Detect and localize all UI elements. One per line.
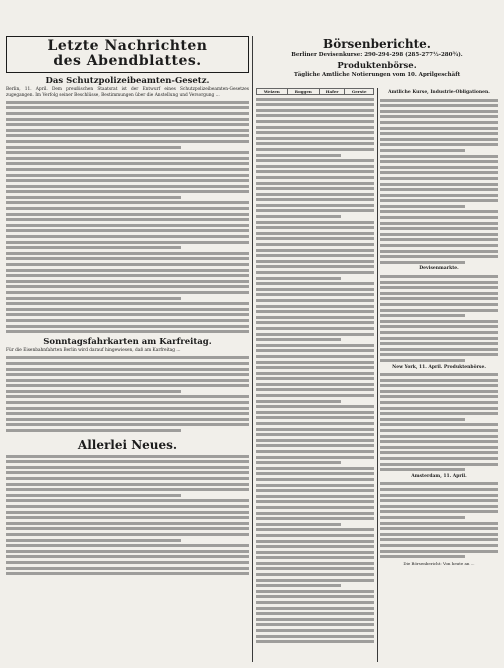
text-line (6, 412, 249, 415)
ny-body (380, 373, 498, 471)
text-line (380, 210, 498, 213)
text-line (6, 423, 249, 426)
allerlei-title: Allerlei Neues. (77, 438, 178, 453)
text-line (6, 252, 249, 255)
text-line (256, 551, 374, 554)
text-line (380, 337, 498, 340)
text-line (256, 629, 374, 632)
text-line (6, 429, 181, 432)
text-line (380, 127, 498, 130)
text-line (6, 325, 249, 328)
text-line (6, 330, 249, 333)
text-line (256, 176, 374, 179)
right-subcol-divider (377, 88, 378, 662)
allerlei-body (6, 455, 249, 575)
produkten-sub: Tägliche Amtliche Notierungen vom 10. Aprilgeschäft (293, 72, 461, 78)
text-line (380, 533, 498, 536)
text-line (256, 170, 374, 173)
text-line (380, 188, 498, 191)
right-subcol-a-body (256, 98, 374, 644)
text-line (256, 456, 374, 459)
text-line (6, 313, 249, 316)
col-head-3: Hafer (319, 89, 344, 95)
text-line (256, 126, 374, 129)
text-line (256, 640, 374, 643)
amsterdam-body (380, 482, 498, 558)
text-line (256, 193, 374, 196)
text-line (6, 395, 249, 398)
text-line (256, 159, 374, 162)
text-line (256, 103, 374, 106)
text-line (6, 263, 249, 266)
text-line (256, 142, 374, 145)
text-line (6, 527, 249, 530)
text-line (380, 516, 465, 519)
text-line (380, 216, 498, 219)
text-line (256, 120, 374, 123)
text-line (380, 359, 465, 362)
text-line (6, 483, 249, 486)
text-line (6, 555, 249, 558)
text-line (6, 134, 249, 137)
text-line (256, 254, 374, 257)
text-line (256, 154, 341, 157)
produkten-table (256, 88, 374, 95)
devisen-body (380, 275, 498, 362)
amtliche-body (380, 99, 498, 264)
text-line (6, 384, 249, 387)
text-line (256, 131, 374, 134)
text-line (256, 416, 374, 419)
text-line (380, 183, 498, 186)
text-line (380, 373, 498, 376)
text-line (6, 190, 249, 193)
text-line (256, 484, 374, 487)
text-line (256, 271, 374, 274)
text-line (6, 213, 249, 216)
left-header-line2: des Abendblattes. (53, 53, 202, 69)
text-line (6, 567, 249, 570)
devisen-title: Devisenmarkte. (419, 266, 459, 272)
text-line (256, 288, 374, 291)
section1-body (6, 101, 249, 333)
text-line (256, 344, 374, 347)
text-line (256, 433, 374, 436)
text-line (256, 310, 374, 313)
text-line (380, 297, 498, 300)
text-line (256, 623, 374, 626)
text-line (256, 405, 374, 408)
text-line (380, 544, 498, 547)
text-line (6, 533, 249, 536)
text-line (256, 500, 374, 503)
text-line (380, 155, 498, 158)
text-line (256, 277, 341, 280)
text-line (256, 428, 374, 431)
text-line (256, 187, 374, 190)
text-line (6, 129, 249, 132)
text-line (6, 572, 249, 575)
text-line (380, 440, 498, 443)
text-line (6, 106, 249, 109)
text-line (380, 166, 498, 169)
text-line (380, 527, 498, 530)
text-line (256, 221, 374, 224)
text-line (256, 512, 374, 515)
text-line (256, 422, 374, 425)
section1-intro: Berlin, 11. April. Dem preußischen Staatsrat ist der Entwurf eines Schutzpolizeibeamten-Gesetzes zugegangen. Im Verfolg seiner Beschlüsse, Bestimmungen über die Anstellung und Versorgung ... (6, 87, 249, 98)
text-line (380, 99, 498, 102)
text-line (6, 511, 249, 514)
text-line (380, 353, 498, 356)
text-line (6, 151, 249, 154)
column-divider (252, 36, 253, 662)
text-line (256, 534, 374, 537)
text-line (256, 372, 374, 375)
text-line (256, 635, 374, 638)
text-line (380, 494, 498, 497)
left-header-line1: Letzte Nachrichten (47, 38, 208, 54)
text-line (380, 505, 498, 508)
text-line (256, 467, 374, 470)
text-line (380, 488, 498, 491)
text-line (256, 355, 374, 358)
text-line (6, 362, 249, 365)
text-line (6, 297, 181, 300)
text-line (256, 517, 374, 520)
text-line (380, 149, 465, 152)
text-line (6, 101, 249, 104)
text-line (256, 618, 374, 621)
text-line (256, 198, 374, 201)
text-line (6, 246, 181, 249)
text-line (6, 356, 249, 359)
text-line (380, 348, 498, 351)
text-line (380, 121, 498, 124)
text-line (380, 222, 498, 225)
text-line (256, 528, 374, 531)
text-line (6, 455, 249, 458)
text-line (380, 238, 498, 241)
text-line (6, 407, 249, 410)
text-line (256, 450, 374, 453)
text-line (6, 157, 249, 160)
text-line (256, 472, 374, 475)
text-line (380, 115, 498, 118)
text-line (6, 241, 249, 244)
text-line (6, 218, 249, 221)
text-line (380, 275, 498, 278)
section2-intro: Für die Eisenbahnfahrten Berlin wird darauf hingewiesen, daß am Karfreitag ... (6, 348, 181, 354)
text-line (380, 303, 498, 306)
col-head-1: Weizen (257, 89, 288, 95)
text-line (380, 171, 498, 174)
text-line (256, 383, 374, 386)
boersen-header: Börsenberichte. (323, 37, 431, 51)
text-line (6, 257, 249, 260)
text-line (6, 196, 181, 199)
text-line (6, 488, 249, 491)
text-line (6, 550, 249, 553)
text-line (380, 522, 498, 525)
text-line (256, 249, 374, 252)
text-line (6, 118, 249, 121)
text-line (380, 379, 498, 382)
text-line (256, 506, 374, 509)
text-line (380, 227, 498, 230)
text-line (256, 165, 374, 168)
text-line (380, 331, 498, 334)
text-line (380, 395, 498, 398)
text-line (256, 316, 374, 319)
text-line (6, 505, 249, 508)
text-line (6, 477, 249, 480)
text-line (256, 545, 374, 548)
text-line (256, 293, 374, 296)
right-subcol-b (380, 88, 498, 662)
text-line (380, 177, 498, 180)
text-line (256, 260, 374, 263)
text-line (256, 305, 374, 308)
text-line (380, 309, 498, 312)
text-line (380, 407, 498, 410)
text-line (6, 544, 249, 547)
text-line (6, 112, 249, 115)
right-column (256, 36, 498, 662)
ny-title: New York, 11. April. Produktenbörse. (392, 364, 486, 370)
text-line (256, 215, 341, 218)
text-line (6, 379, 249, 382)
text-line (380, 463, 498, 466)
text-line (256, 540, 374, 543)
text-line (380, 412, 498, 415)
text-line (6, 319, 249, 322)
col-head-4: Gerste (345, 89, 374, 95)
text-line (6, 285, 249, 288)
text-line (256, 444, 374, 447)
text-line (380, 286, 498, 289)
text-line (6, 140, 249, 143)
text-line (380, 384, 498, 387)
text-line (380, 401, 498, 404)
text-line (380, 110, 498, 113)
produkten-title: Produktenbörse. (337, 61, 417, 71)
text-line (256, 595, 374, 598)
text-line (380, 457, 498, 460)
boersen-subheader: Berliner Devisenkurse: 290-294-298 (285-277½-280¾). (291, 52, 463, 58)
text-line (380, 435, 498, 438)
text-line (256, 400, 341, 403)
text-line (6, 291, 249, 294)
text-line (380, 429, 498, 432)
text-line (256, 573, 374, 576)
text-line (256, 299, 374, 302)
text-line (6, 302, 249, 305)
left-header-box (6, 36, 249, 73)
text-line (256, 98, 374, 101)
text-line (6, 401, 249, 404)
text-line (256, 366, 374, 369)
text-line (256, 607, 374, 610)
text-line (6, 269, 249, 272)
text-line (6, 168, 249, 171)
col-head-2: Roggen (287, 89, 319, 95)
text-line (256, 388, 374, 391)
text-line (380, 418, 465, 421)
text-line (6, 123, 249, 126)
text-line (380, 233, 498, 236)
text-line (256, 137, 374, 140)
text-line (6, 373, 249, 376)
text-line (380, 250, 498, 253)
text-line (6, 185, 249, 188)
text-line (256, 182, 374, 185)
text-line (380, 138, 498, 141)
boersen-footnote: Die Börsenbericht: Von heute an ... (403, 560, 475, 566)
text-line (380, 104, 498, 107)
text-line (6, 460, 249, 463)
text-line (6, 418, 249, 421)
text-line (6, 207, 249, 210)
text-line (256, 209, 374, 212)
text-line (380, 143, 498, 146)
text-line (256, 567, 374, 570)
text-line (6, 368, 249, 371)
text-line (380, 555, 465, 558)
text-line (6, 494, 181, 497)
text-line (380, 261, 465, 264)
text-line (380, 538, 498, 541)
text-line (256, 321, 374, 324)
section1-title: Das Schutzpolizeibeamten-Gesetz. (45, 76, 210, 86)
text-line (6, 146, 181, 149)
text-line (256, 265, 374, 268)
section2-body (6, 356, 249, 432)
text-line (380, 325, 498, 328)
text-line (256, 226, 374, 229)
text-line (380, 482, 498, 485)
text-line (256, 114, 374, 117)
text-line (256, 556, 374, 559)
text-line (6, 522, 249, 525)
text-line (256, 495, 374, 498)
text-line (380, 390, 498, 393)
amsterdam-title: Amsterdam, 11. April. (411, 473, 467, 479)
text-line (256, 562, 374, 565)
text-line (6, 235, 249, 238)
text-line (6, 539, 181, 542)
text-line (6, 390, 181, 393)
text-line (380, 255, 498, 258)
text-line (256, 333, 374, 336)
text-line (6, 499, 249, 502)
text-line (380, 499, 498, 502)
text-line (256, 282, 374, 285)
text-line (380, 314, 465, 317)
text-line (6, 561, 249, 564)
text-line (256, 478, 374, 481)
text-line (6, 471, 249, 474)
left-column (6, 36, 249, 662)
text-line (6, 174, 249, 177)
text-line (256, 523, 341, 526)
text-line (380, 205, 465, 208)
right-subcol-a (256, 88, 374, 662)
text-line (380, 468, 465, 471)
text-line (380, 510, 498, 513)
text-line (6, 179, 249, 182)
text-line (380, 320, 498, 323)
text-line (380, 342, 498, 345)
text-line (380, 160, 498, 163)
text-line (256, 232, 374, 235)
text-line (256, 439, 374, 442)
text-line (6, 201, 249, 204)
text-line (256, 601, 374, 604)
text-line (6, 516, 249, 519)
text-line (256, 204, 374, 207)
text-line (256, 361, 374, 364)
text-line (6, 308, 249, 311)
text-line (380, 451, 498, 454)
text-line (256, 148, 374, 151)
text-line (256, 584, 341, 587)
text-line (6, 229, 249, 232)
text-line (380, 292, 498, 295)
text-line (256, 411, 374, 414)
section2-title: Sonntagsfahrkarten am Karfreitag. (43, 337, 212, 348)
text-line (380, 550, 498, 553)
text-line (256, 338, 341, 341)
text-line (256, 377, 374, 380)
text-line (256, 327, 374, 330)
text-line (256, 579, 374, 582)
text-line (256, 237, 374, 240)
text-line (6, 162, 249, 165)
text-line (6, 274, 249, 277)
text-line (256, 489, 374, 492)
text-line (256, 243, 374, 246)
text-line (256, 590, 374, 593)
text-line (6, 224, 249, 227)
text-line (380, 132, 498, 135)
text-line (380, 199, 498, 202)
text-line (380, 423, 498, 426)
text-line (380, 446, 498, 449)
text-line (256, 461, 341, 464)
text-line (6, 280, 249, 283)
text-line (256, 612, 374, 615)
text-line (6, 466, 249, 469)
text-line (380, 281, 498, 284)
text-line (256, 394, 374, 397)
amtliche-title: Amtliche Kurse, Industrie-Obligationen. (388, 90, 490, 95)
text-line (256, 349, 374, 352)
text-line (256, 109, 374, 112)
text-line (380, 244, 498, 247)
text-line (380, 194, 498, 197)
